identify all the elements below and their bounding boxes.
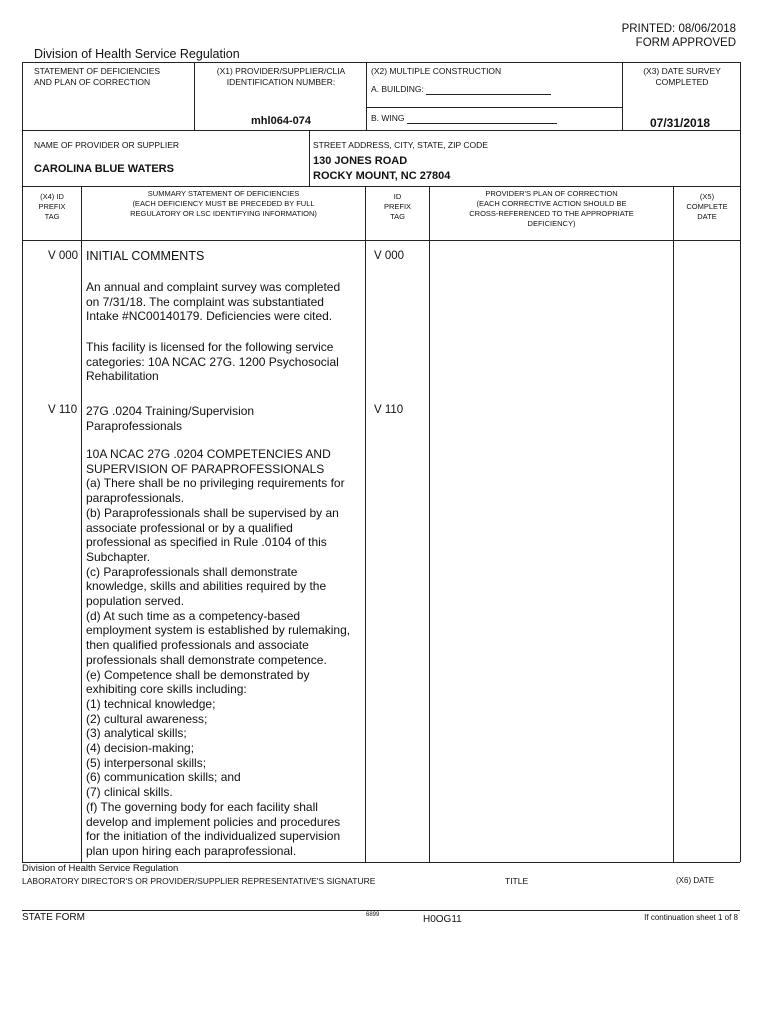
v000-paragraph-1: An annual and complaint survey was completed on 7/31/18. The complaint was substantiated Intake #NC00140179. Deficiencies were cited. <box>86 280 341 324</box>
agency-title: Division of Health Service Regulation <box>34 47 240 61</box>
building-label: A. BUILDING: <box>371 84 424 94</box>
col-plan-header: PROVIDER'S PLAN OF CORRECTION (EACH CORRECTIVE ACTION SHOULD BE CROSS-REFERENCED TO THE APPROPRIATE DEFICIENCY) <box>469 189 634 228</box>
signature-label: LABORATORY DIRECTOR'S OR PROVIDER/SUPPLIER REPRESENTATIVE'S SIGNATURE <box>22 876 376 886</box>
col-id-header: ID PREFIX TAG <box>383 192 412 221</box>
printed-header <box>622 22 736 50</box>
provider-name: CAROLINA BLUE WATERS <box>34 163 174 175</box>
statement-label: STATEMENT OF DEFICIENCIES AND PLAN OF CORRECTION <box>34 66 161 87</box>
continuation-sheet: If continuation sheet 1 of 8 <box>644 913 738 922</box>
provider-name-label: NAME OF PROVIDER OR SUPPLIER <box>34 140 179 150</box>
v000-prefix: V 000 <box>48 250 79 262</box>
col-summary-header: SUMMARY STATEMENT OF DEFICIENCIES (EACH DEFICIENCY MUST BE PRECEDED BY FULL REGULATORY OR LSC IDENTIFYING INFORMATION) <box>130 189 317 218</box>
survey-completed-date: 07/31/2018 <box>650 116 711 130</box>
address-line2: ROCKY MOUNT, NC 27804 <box>313 170 451 182</box>
x6-date-label: (X6) DATE <box>676 876 715 885</box>
event-id: H0OG11 <box>423 914 462 925</box>
v110-id-prefix: V 110 <box>374 404 404 416</box>
col-x5-header: (X5) COMPLETE DATE <box>686 192 728 221</box>
col-x4-header: (X4) ID PREFIX TAG <box>38 192 66 221</box>
wing-blank <box>407 123 557 124</box>
v110-prefix: V 110 <box>48 404 78 416</box>
v000-paragraph-2: This facility is licensed for the following service categories: 10A NCAC 27G. 1200 Psychosocial Rehabilitation <box>86 340 339 384</box>
state-form-label: STATE FORM <box>22 912 85 923</box>
printed-date: PRINTED: 08/06/2018 <box>621 23 736 35</box>
address-line1: 130 JONES ROAD <box>313 155 408 167</box>
x1-label: (X1) PROVIDER/SUPPLIER/CLIA IDENTIFICATION NUMBER: <box>216 66 346 87</box>
v000-id-prefix: V 000 <box>374 250 405 262</box>
form-approved: FORM APPROVED <box>635 37 736 49</box>
wing-label: B. WING <box>371 113 405 123</box>
v110-body: 10A NCAC 27G .0204 COMPETENCIES AND SUPERVISION OF PARAPROFESSIONALS (a) There shall be no privileging requirements for paraprofessionals. (b) Paraprofessionals shall be supervised by an associate professional or by a qualified professional as specified in Rule .0104 of this Subchapter. (c) Paraprofessionals shall demonstrate knowledge, skills and abilities required by the population served. (d) At such time as a competency-based employment system is established by rulemaking, then qualified professionals and associate professionals shall demonstrate competence. (e) Competence shall be demonstrated by exhibiting core skills including: (1) technical knowledge; (2) cultural awareness; (3) analytical skills; (4) decision-making; (5) interpersonal skills; (6) communication skills; and (7) clinical skills. (f) The governing body for each facility shall develop and implement policies and procedures for the initiation of the individualized supervision plan upon hiring each paraprofessional. <box>86 447 351 858</box>
x3-label: (X3) DATE SURVEY COMPLETED <box>643 66 721 87</box>
address-label: STREET ADDRESS, CITY, STATE, ZIP CODE <box>313 140 488 150</box>
wing-field <box>371 113 557 124</box>
building-blank <box>426 94 551 95</box>
x2-label: (X2) MULTIPLE CONSTRUCTION <box>371 66 502 76</box>
provider-id: mhl064-074 <box>251 115 311 127</box>
v000-title: INITIAL COMMENTS <box>86 249 205 263</box>
v110-title: 27G .0204 Training/Supervision Paraprofessionals <box>86 404 255 433</box>
footer-agency: Division of Health Service Regulation <box>22 863 179 874</box>
building-field <box>371 84 551 95</box>
form-number: 6899 <box>366 912 380 918</box>
title-label: TITLE <box>505 876 529 886</box>
